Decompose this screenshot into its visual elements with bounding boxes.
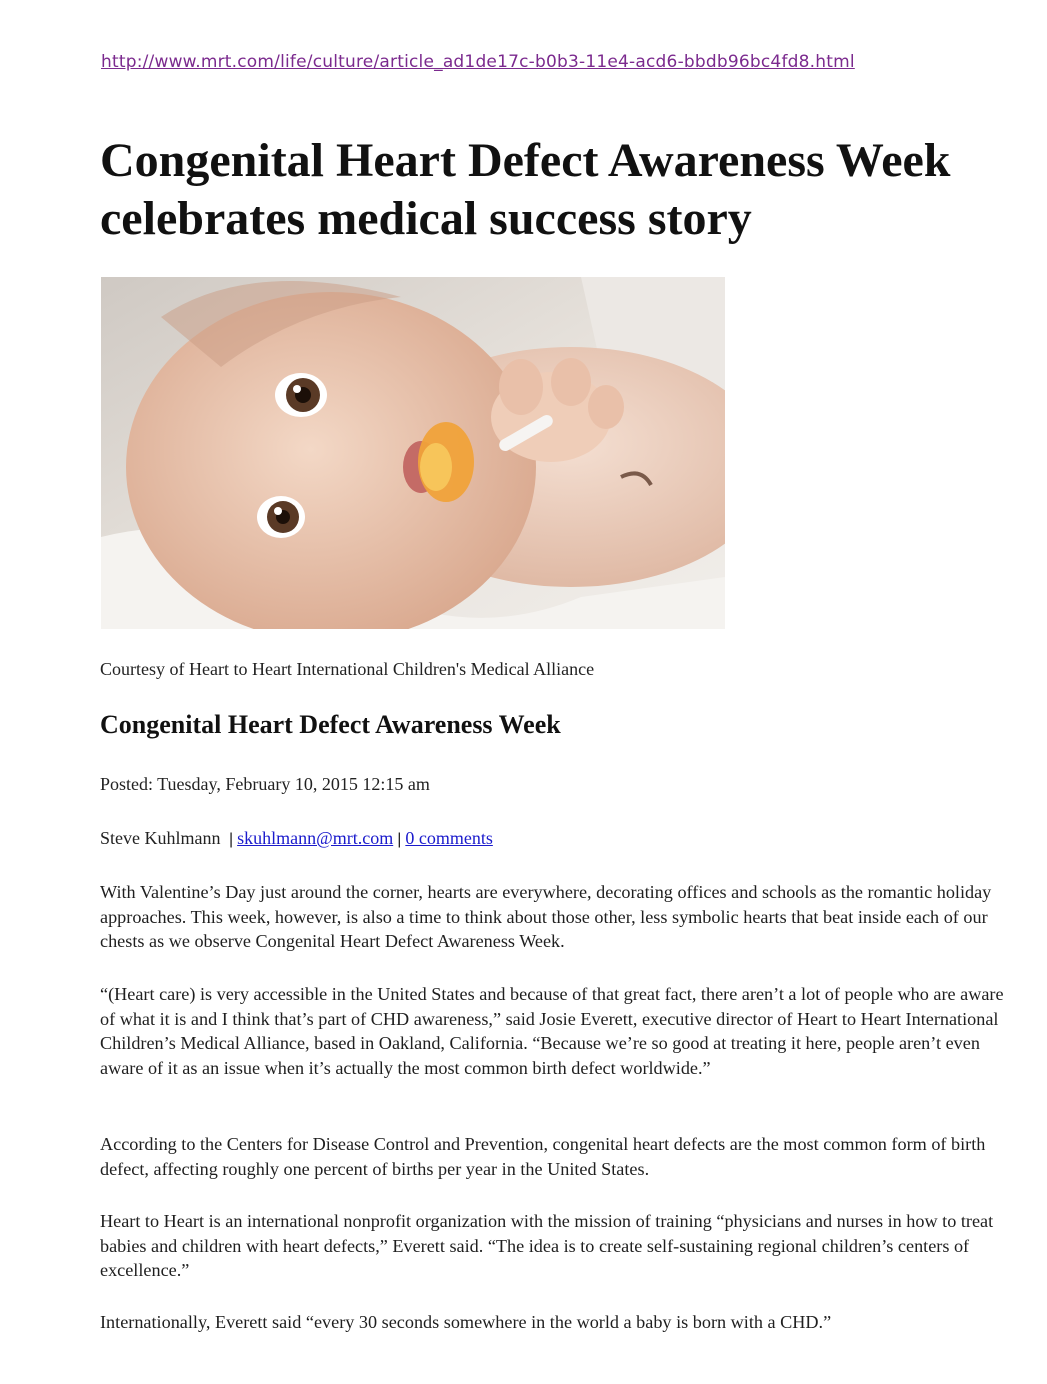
- article-paragraph: According to the Centers for Disease Control and Prevention, congenital heart defects are the most common form of birth defect, affecting roughly one percent of births per year in the United States.: [100, 1134, 986, 1179]
- byline-separator: |: [397, 831, 402, 848]
- article-photo: [101, 277, 725, 629]
- posted-date: Posted: Tuesday, February 10, 2015 12:15 am: [100, 774, 430, 794]
- photo-caption: Courtesy of Heart to Heart International Children's Medical Alliance: [100, 659, 595, 679]
- article-paragraph: Internationally, Everett said “every 30 seconds somewhere in the world a baby is born with a CHD.”: [100, 1312, 832, 1332]
- comments-link[interactable]: 0 comments: [405, 828, 493, 848]
- article-paragraph: With Valentine’s Day just around the corner, hearts are everywhere, decorating offices and schools as the romantic holiday approaches. This week, however, is also a time to think about those other, less symbolic hearts that beat inside each of our chests as we observe Congenital Heart Defect Awareness Week.: [100, 882, 992, 951]
- article-paragraph: “(Heart care) is very accessible in the United States and because of that great fact, there aren’t a lot of people who are aware of what it is and I think that’s part of CHD awareness,” said Josie Everett, executive director of Heart to Heart International Children’s Medical Alliance, based in Oakland, California. “Because we’re so good at treating it here, people aren’t even aware of it as an issue when it’s actually the most common birth defect worldwide.”: [100, 984, 1004, 1078]
- byline: [100, 828, 493, 849]
- article-headline: Congenital Heart Defect Awareness Week celebrates medical success story: [100, 134, 951, 245]
- article-paragraph: Heart to Heart is an international nonprofit organization with the mission of training “physicians and nurses in how to treat babies and children with heart defects,” Everett said. “The idea is to create self-sustaining regional children’s centers of excellence.”: [100, 1211, 994, 1280]
- author-name: Steve Kuhlmann: [100, 828, 221, 848]
- source-url-link[interactable]: http://www.mrt.com/life/culture/article_ad1de17c-b0b3-11e4-acd6-bbdb96bc4fd8.html: [101, 52, 855, 72]
- byline-separator: |: [228, 831, 234, 848]
- author-email-link[interactable]: skuhlmann@mrt.com: [237, 828, 394, 848]
- article-subhead: Congenital Heart Defect Awareness Week: [100, 710, 561, 739]
